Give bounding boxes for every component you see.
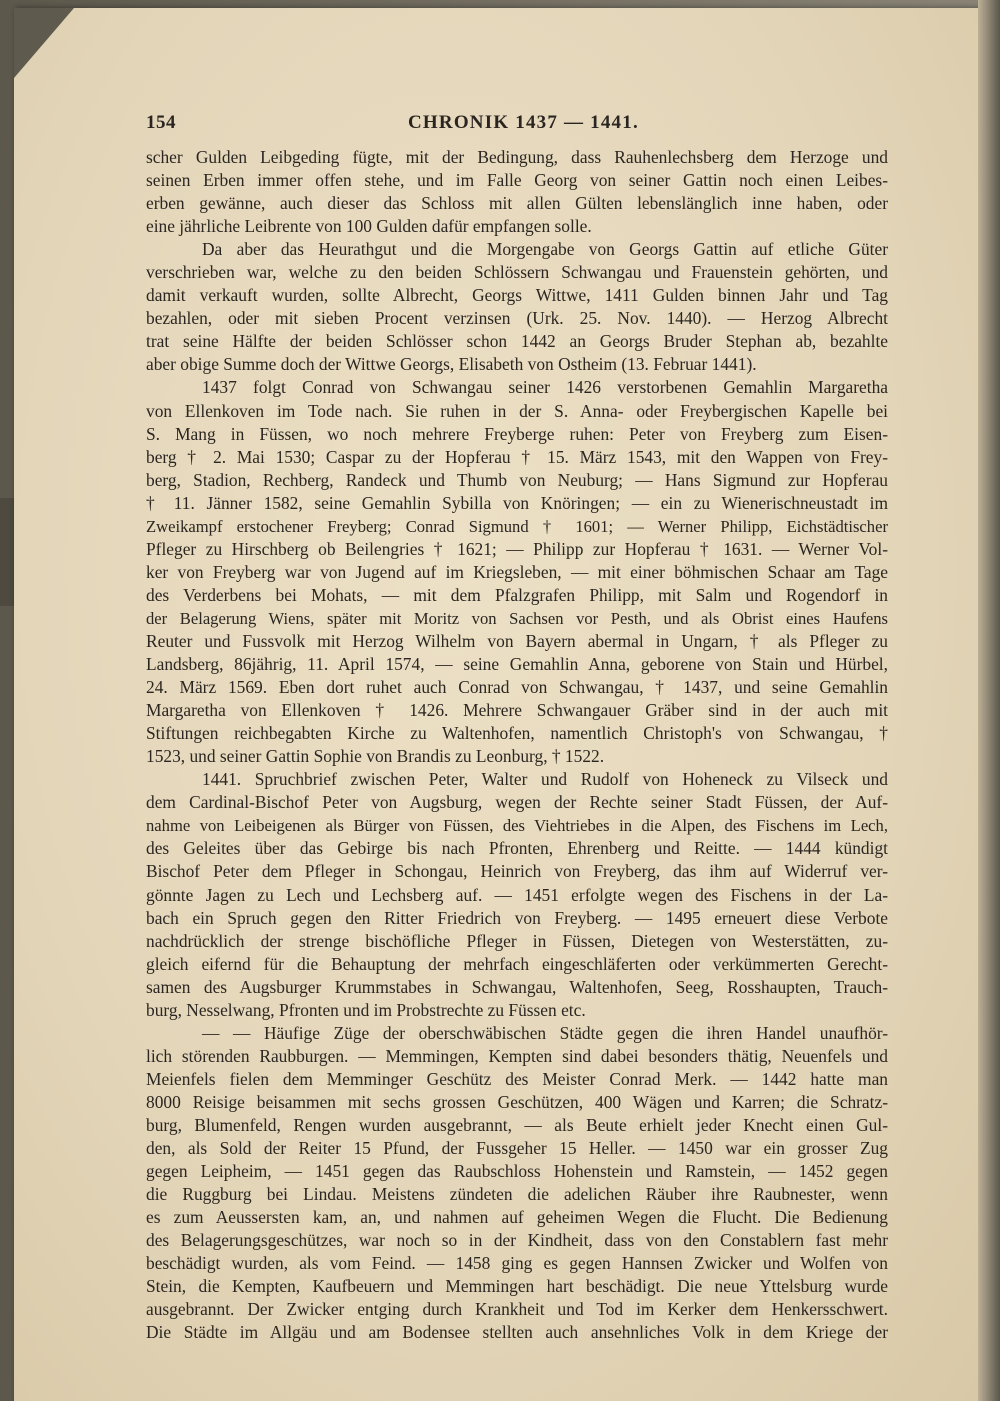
text-line: 24. März 1569. Eben dort ruhet auch Conrad von Schwangau, † 1437, und seine Gemahlin: [146, 677, 888, 698]
text-line: Bischof Peter dem Pfleger in Schongau, Heinrich von Freyberg, das ihm auf Widerruf ver-: [146, 861, 888, 882]
page-number: 154: [146, 112, 176, 133]
text-line: eine jährliche Leibrente von 100 Gulden dafür empfangen solle.: [146, 216, 592, 237]
text-line: bezahlen, oder mit sieben Procent verzinsen (Urk. 25. Nov. 1440). — Herzog Albrecht: [146, 308, 888, 329]
text-line: Stiftungen reichbegabten Kirche zu Waltenhofen, namentlich Christoph's von Schwangau, †: [146, 723, 888, 744]
torn-corner: [14, 8, 74, 78]
text-line: ausgebrannt. Der Zwicker entging durch Krankheit und Tod im Kerker dem Henkersschwert.: [146, 1299, 888, 1320]
text-line: gegen Leipheim, — 1451 gegen das Raubschloss Hohenstein und Ramstein, — 1452 gegen: [146, 1161, 888, 1182]
text-line: von Ellenkoven im Tode nach. Sie ruhen in der S. Anna- oder Freybergischen Kapelle bei: [146, 400, 888, 421]
text-line: aber obige Summe doch der Wittwe Georgs, Elisabeth von Ostheim (13. Februar 1441).: [146, 354, 757, 375]
text-line: † 11. Jänner 1582, seine Gemahlin Sybilla von Knöringen; — ein zu Wienerischneustadt im: [146, 492, 888, 513]
text-line: Stein, die Kempten, Kaufbeuern und Memmingen hart beschädigt. Die neue Yttelsburg wurde: [146, 1276, 888, 1297]
text-line: trat seine Hälfte der beiden Schlösser schon 1442 an Georgs Bruder Stephan ab, bezahlte: [146, 331, 888, 352]
body-text: [146, 146, 888, 1344]
text-line: 1441. Spruchbrief zwischen Peter, Walter und Rudolf von Hoheneck zu Vilseck und: [202, 769, 888, 790]
text-line: seinen Erben immer offen stehe, und im Falle Georg von seiner Gattin noch einen Leibes-: [146, 170, 888, 191]
text-line: Margaretha von Ellenkoven † 1426. Mehrere Schwangauer Gräber sind in der auch mit: [146, 700, 888, 721]
text-line: bach ein Spruch gegen den Ritter Friedrich von Freyberg. — 1495 erneuert diese Verbote: [146, 907, 888, 928]
text-line: scher Gulden Leibgeding fügte, mit der Bedingung, dass Rauhenlechsberg dem Herzoge und: [146, 147, 888, 167]
text-line: den, als Sold der Reiter 15 Pfund, der Fussgeher 15 Heller. — 1450 war ein grosser Zug: [146, 1138, 888, 1159]
text-line: Die Städte im Allgäu und am Bodensee stellten auch ansehnliches Volk in dem Kriege der: [146, 1322, 888, 1343]
text-line: ker von Freyberg war von Jugend auf im Kriegsleben, — mit einer böhmischen Schaar am Tage: [146, 561, 888, 582]
text-line: erben gewänne, auch dieser das Schloss mit allen Gülten lebenslänglich inne haben, oder: [146, 193, 888, 214]
text-line: samen des Augsburger Krummstabes in Schwangau, Waltenhofen, Seeg, Rosshaupten, Trauch-: [146, 976, 888, 997]
text-line: dem Cardinal-Bischof Peter von Augsburg, wegen der Rechte seiner Stadt Füssen, der Auf-: [146, 792, 888, 813]
text-line: nachdrücklich der strenge bischöfliche Pfleger in Füssen, Dietegen von Westerstätten, zu-: [146, 930, 888, 951]
text-line: des Belagerungsgeschützes, war noch so in der Kindheit, dass von den Constablern fast mehr: [146, 1230, 888, 1251]
text-line: — — Häufige Züge der oberschwäbischen Städte gegen die ihren Handel unaufhör-: [202, 1022, 888, 1043]
text-line: gönnte Jagen zu Lech und Lechsberg auf. — 1451 erfolgte wegen des Fischens in der La-: [146, 884, 888, 905]
text-line: die Ruggburg bei Lindau. Meistens zündeten die adelichen Räuber ihre Raubnester, wenn: [146, 1184, 888, 1205]
page-edge-shadow: [978, 0, 1000, 1401]
text-line: des Geleites über das Gebirge bis nach Pfronten, Ehrenberg und Reitte. — 1444 kündigt: [146, 838, 888, 859]
text-line: des Verderbens bei Mohats, — mit dem Pfalzgrafen Philipp, mit Salm und Rogendorf in: [146, 584, 888, 605]
text-line: verschrieben war, welche zu den beiden Schlössern Schwangau und Frauenstein gehörten, und: [146, 262, 888, 283]
text-line: gleich eifernd für die Behauptung der mehrfach eingeschläferten oder verkümmerten Gerecht-: [146, 953, 888, 974]
text-line: Da aber das Heurathgut und die Morgengabe von Georgs Gattin auf etliche Güter: [202, 239, 888, 260]
text-line: damit verkauft wurden, sollte Albrecht, Georgs Wittwe, 1411 Gulden binnen Jahr und Tag: [146, 285, 888, 306]
text-line: der Belagerung Wiens, später mit Moritz von Sachsen vor Pesth, und als Obrist eines Haufens: [146, 608, 888, 628]
running-title: CHRONIK 1437 — 1441.: [408, 112, 639, 133]
text-line: nahme von Leibeigenen als Bürger von Füssen, des Viehtriebes in die Alpen, des Fischens im Lech,: [146, 816, 888, 836]
running-header: [146, 112, 886, 140]
text-line: beschädigt wurden, als vom Feind. — 1458 ging es gegen Hannsen Zwicker und Wolfen von: [146, 1253, 888, 1274]
text-line: burg, Blumenfeld, Rengen wurden ausgebrannt, — als Beute erhielt jeder Knecht einen Gul-: [146, 1114, 888, 1135]
text-line: burg, Nesselwang, Pfronten und im Probstrechte zu Füssen etc.: [146, 999, 586, 1020]
text-line: Landsberg, 86jährig, 11. April 1574, — seine Gemahlin Anna, geborene von Stain und Hürbel,: [146, 654, 888, 675]
text-line: Zweikampf erstochener Freyberg; Conrad Sigmund † 1601; — Werner Philipp, Eichstädtischer: [146, 516, 888, 536]
text-line: 1437 folgt Conrad von Schwangau seiner 1426 verstorbenen Gemahlin Margaretha: [202, 377, 888, 398]
text-line: berg, Stadion, Rechberg, Randeck und Thumb von Neuburg; — Hans Sigmund zur Hopferau: [146, 469, 888, 490]
text-line: es zum Aeussersten kam, an, und nahmen auf geheimen Wegen die Flucht. Die Bedienung: [146, 1207, 888, 1228]
text-line: Meienfels fielen dem Memminger Geschütz des Meister Conrad Merk. — 1442 hatte man: [146, 1068, 888, 1089]
text-line: berg † 2. Mai 1530; Caspar zu der Hopferau † 15. März 1543, mit den Wappen von Frey-: [146, 446, 888, 467]
text-line: 8000 Reisige beisammen mit sechs grossen Geschützen, 400 Wägen und Karren; die Schratz-: [146, 1091, 888, 1112]
text-line: lich störenden Raubburgen. — Memmingen, Kempten sind dabei besonders thätig, Neuenfels und: [146, 1045, 888, 1066]
text-line: Pfleger zu Hirschberg ob Beilengries † 1621; — Philipp zur Hopferau † 1631. — Werner Vol-: [146, 538, 888, 559]
text-line: S. Mang in Füssen, wo noch mehrere Freyberge ruhen: Peter von Freyberg zum Eisen-: [146, 423, 888, 444]
text-line: Reuter und Fussvolk mit Herzog Wilhelm von Bayern abermal in Ungarn, † als Pfleger zu: [146, 630, 888, 651]
text-line: 1523, und seiner Gattin Sophie von Brandis zu Leonburg, † 1522.: [146, 746, 605, 767]
